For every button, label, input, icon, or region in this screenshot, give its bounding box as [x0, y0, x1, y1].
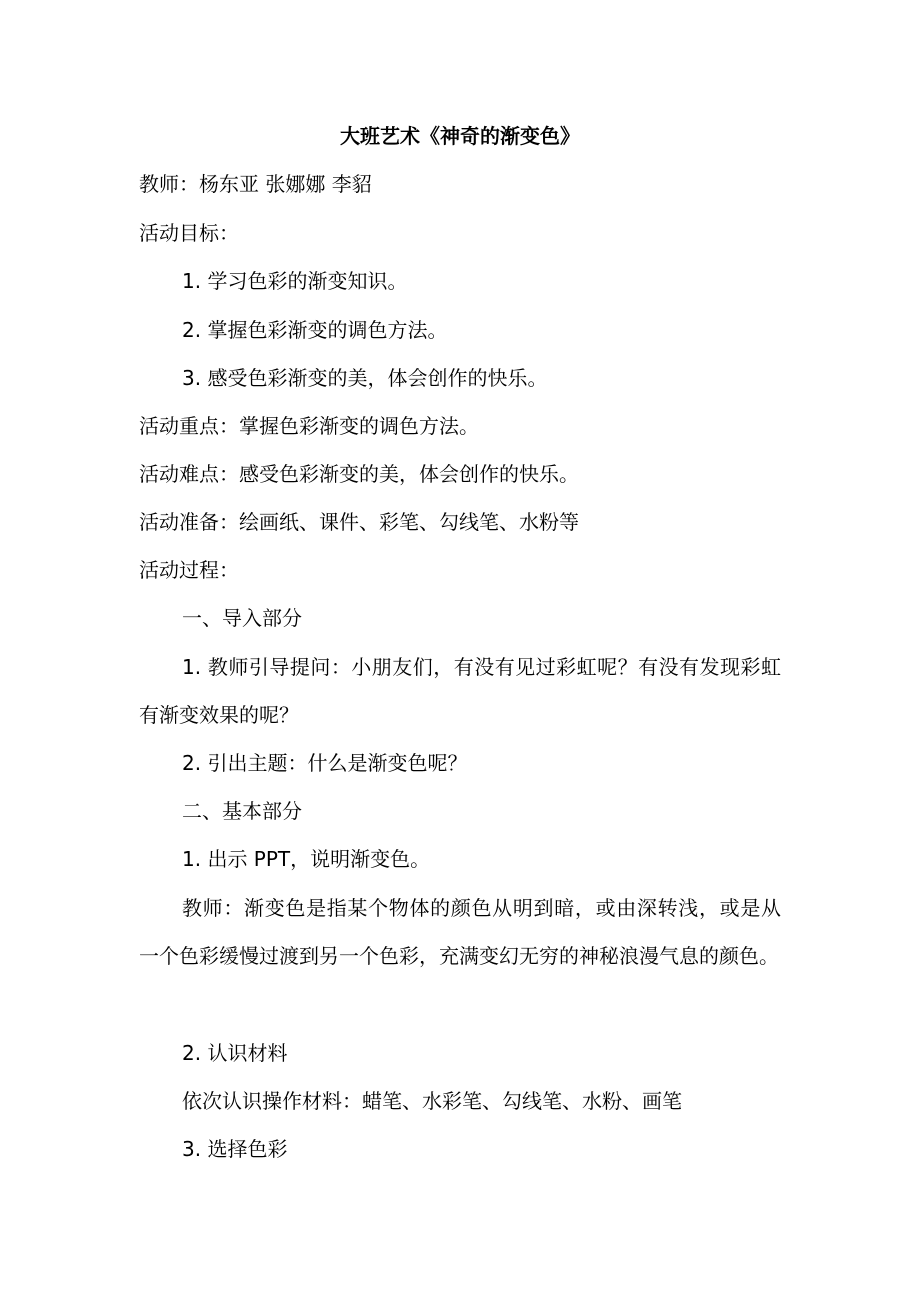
- part1-item-2: 2. 引出主题：什么是渐变色呢？: [182, 751, 468, 775]
- part2-teacher-paragraph: 教师：渐变色是指某个物体的颜色从明到暗，或由深转浅，或是从一个色彩缓慢过渡到另一个色彩，充满变幻无穷的神秘浪漫气息的颜色。: [139, 896, 781, 968]
- difficulty-line: 活动难点：感受色彩渐变的美，体会创作的快乐。: [139, 462, 579, 486]
- part2-item-3: 3. 选择色彩: [182, 1137, 288, 1161]
- key-point-line: 活动重点：掌握色彩渐变的调色方法。: [139, 414, 479, 438]
- part1-item-1: 1. 教师引导提问：小朋友们，有没有见过彩虹呢？有没有发现彩虹有渐变效果的呢？: [139, 655, 781, 727]
- goals-heading: 活动目标：: [139, 221, 239, 245]
- goal-item-3: 3. 感受色彩渐变的美，体会创作的快乐。: [182, 366, 548, 390]
- part2-item-1: 1. 出示 PPT，说明渐变色。: [182, 847, 431, 871]
- process-heading: 活动过程：: [139, 558, 239, 582]
- preparation-line: 活动准备：绘画纸、课件、彩笔、勾线笔、水粉等: [139, 510, 579, 534]
- goal-item-2: 2. 掌握色彩渐变的调色方法。: [182, 318, 448, 342]
- document-title: 大班艺术《神奇的渐变色》: [340, 124, 580, 148]
- part2-heading: 二、基本部分: [182, 799, 302, 823]
- part1-heading: 一、导入部分: [182, 606, 302, 630]
- part2-item-2: 2. 认识材料: [182, 1041, 288, 1065]
- goal-item-1: 1. 学习色彩的渐变知识。: [182, 269, 408, 293]
- teacher-line: 教师：杨东亚 张娜娜 李貂: [139, 172, 372, 196]
- part2-materials: 依次认识操作材料：蜡笔、水彩笔、勾线笔、水粉、画笔: [182, 1089, 682, 1113]
